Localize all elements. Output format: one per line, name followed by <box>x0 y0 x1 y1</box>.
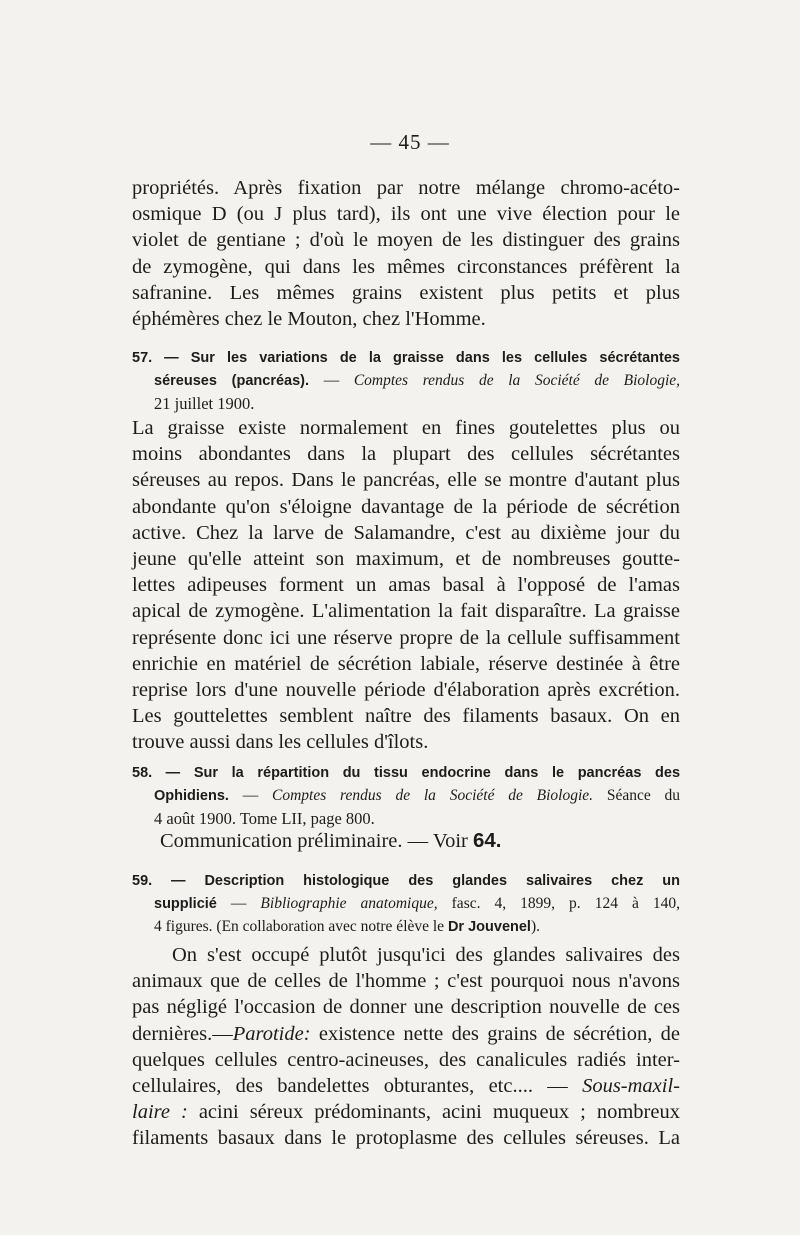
entry-number: 59. <box>132 873 153 889</box>
text-line: enrichie en matériel de sécrétion labiale, réserve destinée à être <box>132 652 680 675</box>
term-parotide: Parotide: <box>232 1022 311 1045</box>
citation-details: fasc. 4, 1899, p. 124 à 140, <box>437 894 681 912</box>
term-sous-maxillaire: laire : <box>132 1101 188 1124</box>
text-line: animaux que de celles de l'homme ; c'est pourquoi nous n'avons <box>132 970 680 993</box>
session-label: Séance du <box>593 786 681 804</box>
collaborator-name: Dr Jouvenel <box>447 918 531 935</box>
entry-59-title-line <box>132 893 680 916</box>
text-line: active. Chez la larve de Salamandre, c'est au dixième jour du <box>132 521 680 544</box>
entry-number: 57. <box>132 350 153 366</box>
text-line: On s'est occupé plutôt jusqu'ici des glandes salivaires des <box>172 944 680 966</box>
cross-reference: 64. <box>472 829 502 852</box>
text-line: abondante qu'on s'éloigne davantage de la période de sécrétion <box>132 495 680 518</box>
journal-name: Bibliographie anatomique, <box>260 894 438 912</box>
dash: — <box>216 894 261 912</box>
note-text: Communication préliminaire. — Voir <box>160 830 473 852</box>
text-line: représente donc ici une réserve propre de la cellule suffisamment <box>132 626 680 649</box>
journal-name: Comptes rendus de la Société de Biologie, <box>353 371 680 389</box>
entry-title: — Sur la répartition du tissu endocrine dans le pancréas des <box>165 765 681 781</box>
collaboration-note: 4 figures. (En collaboration avec notre élève le <box>154 917 448 935</box>
entry-59-heading <box>132 870 680 938</box>
entry-58-note <box>132 828 680 854</box>
text-line: osmique D (ou J plus tard), ils ont une vive élection pour le <box>132 203 680 226</box>
text-line: propriétés. Après fixation par notre mélange chromo-acéto- <box>132 177 680 199</box>
entry-title: — Sur les variations de la graisse dans les cellules sécrétantes <box>164 350 680 366</box>
note-line <box>132 828 680 854</box>
text-line: filaments basaux dans le protoplasme des cellules séreuses. La <box>132 1127 680 1150</box>
page-number: — 45 — <box>370 130 450 154</box>
entry-date: 4 août 1900. Tome LII, page 800. <box>154 808 375 828</box>
text-line: pas négligé l'occasion de donner une description nouvelle de ces <box>132 996 680 1019</box>
entry-title: Ophidiens. <box>154 787 229 804</box>
journal-name: Comptes rendus de la Société de Biologie. <box>272 786 594 804</box>
text-line: éphémères chez le Mouton, chez l'Homme. <box>132 308 486 331</box>
text-fragment: existence nette des grains de sécrétion, de <box>310 1022 680 1045</box>
text-line: de zymogène, qui dans les mêmes circonstances préfèrent la <box>132 255 680 278</box>
text-fragment: cellulaires, des bandelettes obturantes, etc.... — <box>132 1075 583 1098</box>
entry-57-body <box>132 415 680 756</box>
term-sous-maxillaire: Sous-maxil- <box>582 1075 680 1098</box>
dash: — <box>309 371 354 389</box>
text-line: quelques cellules centro-acineuses, des canalicules radiés inter- <box>132 1048 680 1071</box>
entry-title: séreuses (pancréas). <box>154 372 310 389</box>
text-line <box>132 1021 680 1047</box>
entry-59-title-line <box>132 916 680 939</box>
text-line: jeune qu'elle atteint son maximum, et de nombreuses goutte- <box>132 548 680 571</box>
text-fragment: dernières.— <box>132 1022 233 1045</box>
entry-58-heading <box>132 762 680 829</box>
text-line: Les gouttelettes semblent naître des filaments basaux. On en <box>132 705 680 728</box>
entry-59-body <box>132 942 680 1152</box>
entry-59-title-line <box>132 870 680 893</box>
entry-date: 21 juillet 1900. <box>154 393 255 413</box>
text-line: séreuses au repos. Dans le pancréas, elle se montre d'autant plus <box>132 469 680 492</box>
text-line: apical de zymogène. L'alimentation la fait disparaître. La graisse <box>132 600 680 623</box>
entry-number: 58. <box>132 765 153 781</box>
text-line: safranine. Les mêmes grains existent plus petits et plus <box>132 281 680 304</box>
entry-57-title-line <box>132 370 680 393</box>
text-line: La graisse existe normalement en fines goutelettes plus ou <box>132 417 680 439</box>
text-line: moins abondantes dans la plupart des cellules sécrétantes <box>132 443 680 466</box>
text-line: violet de gentiane ; d'où le moyen de les distinguer des grains <box>132 229 680 252</box>
entry-58-title-line <box>132 762 680 785</box>
text-fragment: acini séreux prédominants, acini muqueux ; nombreux <box>187 1101 680 1124</box>
entry-title: supplicié <box>154 895 217 912</box>
text-line: trouve aussi dans les cellules d'îlots. <box>132 731 429 754</box>
intro-paragraph <box>132 175 680 332</box>
text-line: lettes adipeuses forment un amas basal à l'opposé de l'amas <box>132 574 680 597</box>
text-line <box>132 1099 680 1125</box>
collaboration-note-end: ). <box>530 917 540 935</box>
entry-57-title-line <box>132 347 680 370</box>
dash: — <box>228 786 272 804</box>
entry-58-title-line <box>132 785 680 808</box>
text-line: reprise lors d'une nouvelle période d'élaboration après excrétion. <box>132 679 680 702</box>
entry-title: — Description histologique des glandes salivaires chez un <box>170 873 680 889</box>
text-line <box>132 1073 680 1099</box>
entry-57-heading <box>132 347 680 414</box>
